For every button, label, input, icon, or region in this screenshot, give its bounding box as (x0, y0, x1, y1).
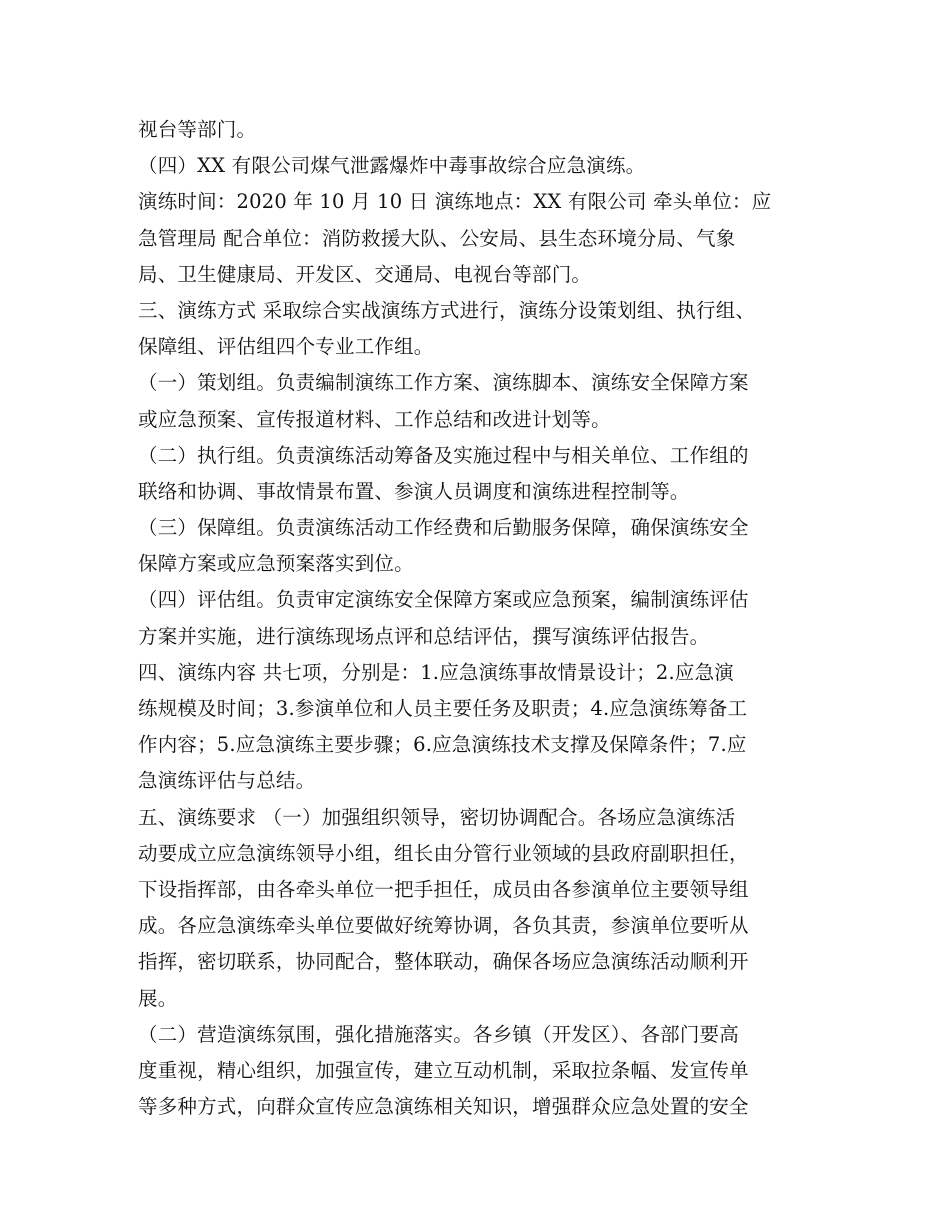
text-line: 联络和协调、事故情景布置、参演人员调度和演练进程控制等。 (138, 479, 690, 503)
text-line: （二）执行组。负责演练活动筹备及实施过程中与相关单位、工作组的 (138, 443, 749, 467)
section-heading-line: 三、演练方式 采取综合实战演练方式进行，演练分设策划组、执行组、 (138, 298, 756, 322)
text-line: 展。 (138, 986, 178, 1010)
text-line: 动要成立应急演练领导小组，组长由分管行业领域的县政府副职担任， (138, 841, 749, 865)
text-line: 度重视，精心组织，加强宣传，建立互动机制，采取拉条幅、发宣传单 (138, 1058, 749, 1082)
text-line: 视台等部门。 (138, 118, 257, 141)
text-line: 方案并实施，进行演练现场点评和总结评估，撰写演练评估报告。 (138, 624, 710, 648)
text-line: 演练时间：2020 年 10 月 10 日 演练地点：XX 有限公司 牵头单位：应 (138, 190, 772, 214)
text-line: 成。各应急演练牵头单位要做好统筹协调，各负其责，参演单位要听从 (138, 914, 749, 938)
text-line: 局、卫生健康局、开发区、交通局、电视台等部门。 (138, 262, 592, 286)
text-line: 急管理局 配合单位：消防救援大队、公安局、县生态环境分局、气象 (138, 226, 736, 250)
section-heading-line: 五、演练要求 （一）加强组织领导，密切协调配合。各场应急演练活 (138, 805, 736, 829)
text-line: 下设指挥部，由各牵头单位一把手担任，成员由各参演单位主要领导组 (138, 877, 749, 901)
text-line: （三）保障组。负责演练活动工作经费和后勤服务保障，确保演练安全 (138, 516, 749, 540)
text-line: 保障组、评估组四个专业工作组。 (138, 335, 434, 359)
document-body (138, 112, 828, 1125)
text-line: 等多种方式，向群众宣传应急演练相关知识，增强群众应急处置的安全 (138, 1095, 749, 1119)
section-heading-line: （四）XX 有限公司煤气泄露爆炸中毒事故综合应急演练。 (138, 154, 646, 178)
text-line: 急演练评估与总结。 (138, 769, 316, 793)
text-line: （四）评估组。负责审定演练安全保障方案或应急预案，编制演练评估 (138, 588, 749, 612)
text-line: （二）营造演练氛围，强化措施落实。各乡镇（开发区）、各部门要高 (138, 1022, 739, 1046)
text-line: 作内容；5.应急演练主要步骤；6.应急演练技术支撑及保障条件；7.应 (138, 733, 747, 757)
text-line: （一）策划组。负责编制演练工作方案、演练脚本、演练安全保障方案 (138, 371, 749, 395)
text-line: 保障方案或应急预案落实到位。 (138, 552, 414, 576)
text-line: 指挥，密切联系，协同配合，整体联动，确保各场应急演练活动顺利开 (138, 950, 749, 974)
text-line: 或应急预案、宣传报道材料、工作总结和改进计划等。 (138, 407, 611, 431)
section-heading-line: 四、演练内容 共七项，分别是：1.应急演练事故情景设计；2.应急演 (138, 660, 735, 684)
text-line: 练规模及时间；3.参演单位和人员主要任务及职责；4.应急演练筹备工 (138, 697, 748, 720)
